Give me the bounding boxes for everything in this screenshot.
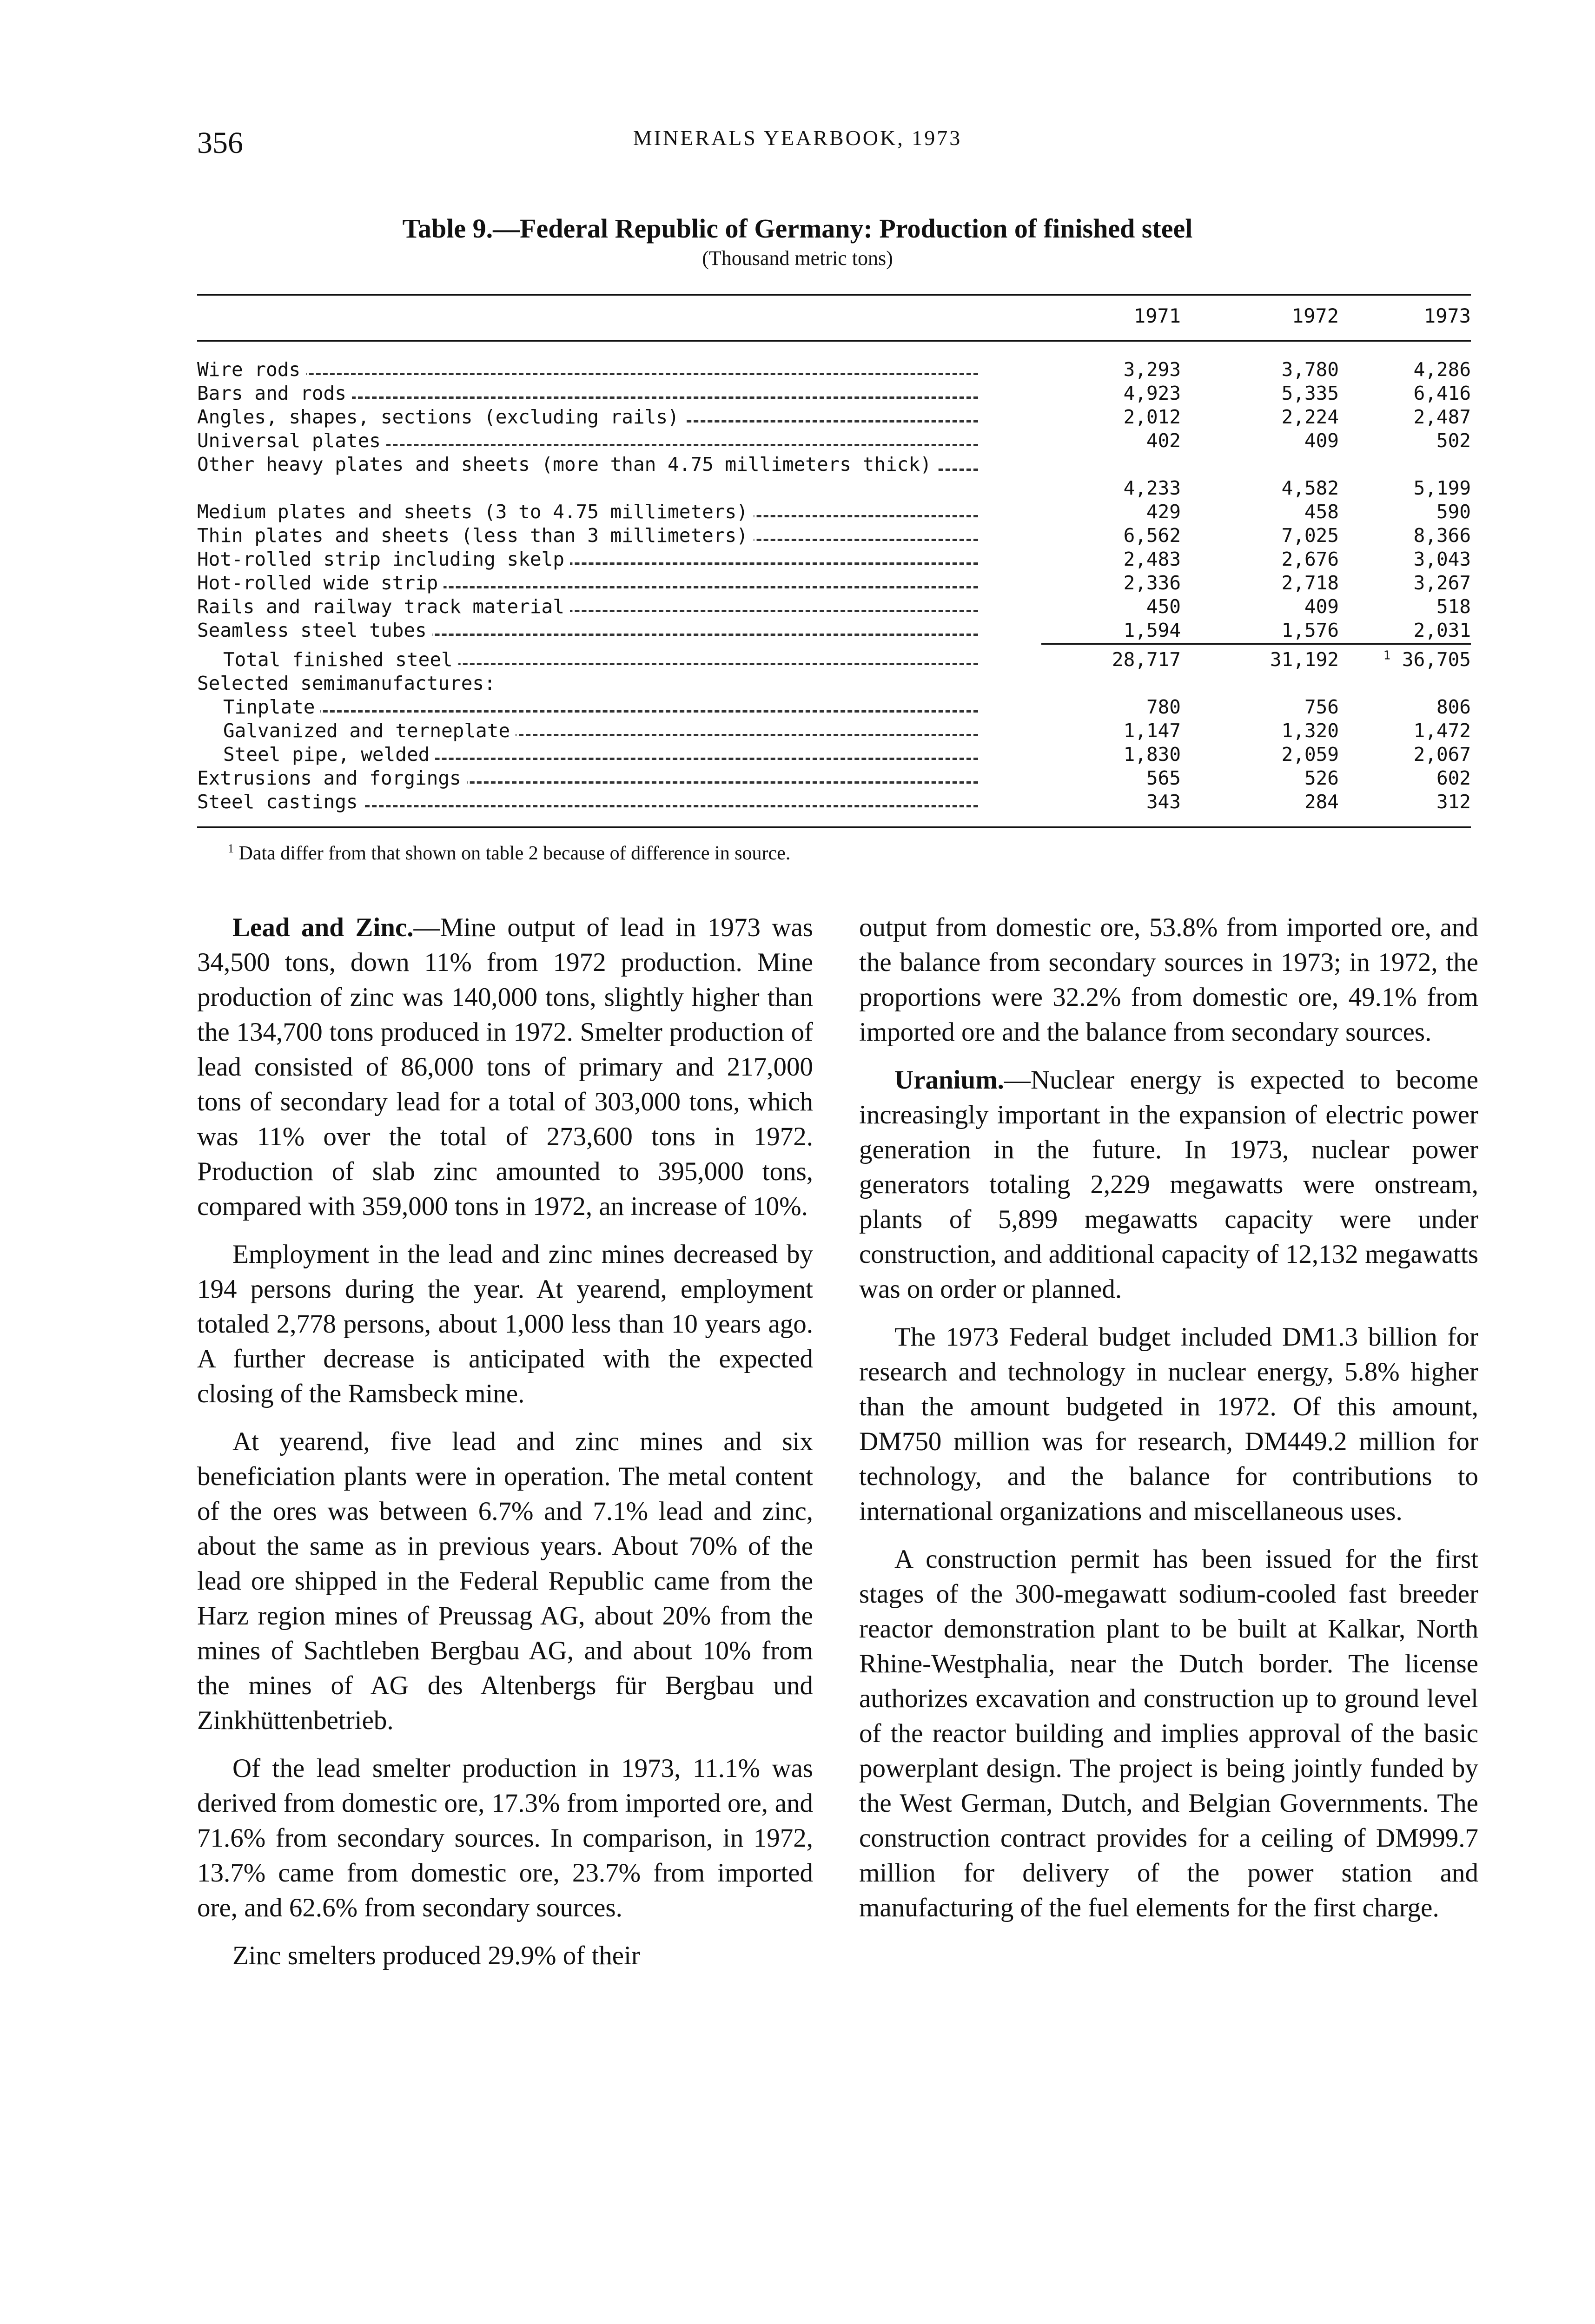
row-label: Tinplate <box>197 696 320 718</box>
column-header-rule <box>197 340 1471 342</box>
cell-1971: 402 <box>1146 429 1181 452</box>
paragraph: Lead and Zinc.—Mine output of lead in 1973 was 34,500 tons, down 11% from 1972 production. Mine production of zinc was 140,000 tons, slightly higher than the 134,700 tons produced in 1972. Smelter production of lead consisted of 86,000 tons of primary and 217,000 tons of secondary lead for a total of 303,000 tons, which was 11% over the total of 273,600 tons in 1972. Production of slab zinc amounted to 395,000 tons, compared with 359,000 tons in 1972, an increase of 10%. <box>197 913 813 1221</box>
cell-1972: 458 <box>1304 501 1339 523</box>
cell-1972: 1,320 <box>1281 720 1339 742</box>
column-header-1973: 1973 <box>1423 304 1471 327</box>
footnote-mark: 1 <box>228 842 234 855</box>
table-row <box>197 548 1471 571</box>
row-label: Wire rods <box>197 358 306 381</box>
paragraph: The 1973 Federal budget included DM1.3 billion for research and technology in nuclear energy, 5.8% higher than the amount budgeted in 1972. Of this amount, DM750 million was for research, DM449.2 million for technology, and the balance for contributions to international organizations and miscellaneous uses. <box>859 1322 1478 1526</box>
paragraph: Employment in the lead and zinc mines decreased by 194 persons during the year. At yearend, employment totaled 2,778 persons, about 1,000 less than 10 years ago. A further decrease is anticipated with the expected closing of the Ramsbeck mine. <box>197 1240 813 1408</box>
cell-1971: 3,293 <box>1123 358 1181 381</box>
cell-1973: 6,416 <box>1413 382 1471 404</box>
table-top-rule <box>197 294 1471 296</box>
row-label: Angles, shapes, sections (excluding rails) <box>197 406 685 428</box>
cell-1971: 1,830 <box>1123 743 1181 766</box>
cell-1973: 2,067 <box>1413 743 1471 766</box>
text-column-left <box>197 910 813 1986</box>
row-label: Medium plates and sheets (3 to 4.75 millimeters) <box>197 501 754 523</box>
cell-1972: 2,059 <box>1281 743 1339 766</box>
cell-1973: 2,487 <box>1413 406 1471 428</box>
cell-1972: 284 <box>1304 791 1339 813</box>
row-label: Total finished steel <box>197 648 458 671</box>
table-row <box>197 595 1471 619</box>
cell-1971: 6,562 <box>1123 524 1181 547</box>
row-label: Other heavy plates and sheets (more than 4.75 millimeters thick) <box>197 453 937 475</box>
cell-1972: 7,025 <box>1281 524 1339 547</box>
paragraph: Zinc smelters produced 29.9% of their <box>232 1941 640 1970</box>
column-header-1971: 1971 <box>1133 304 1181 327</box>
text-column-right <box>859 910 1478 1938</box>
cell-1971: 2,336 <box>1123 572 1181 594</box>
table-row <box>197 790 1471 814</box>
footnote-text: Data differ from that shown on table 2 because of difference in source. <box>238 843 791 864</box>
row-label: Extrusions and forgings <box>197 767 467 789</box>
table-row <box>197 453 1471 500</box>
cell-1973: 590 <box>1436 501 1471 523</box>
table-subtitle: (Thousand metric tons) <box>702 247 893 270</box>
cell-1971: 343 <box>1146 791 1181 813</box>
cell-1972: 2,676 <box>1281 548 1339 570</box>
row-label: Universal plates <box>197 429 386 452</box>
paragraph: output from domestic ore, 53.8% from imported ore, and the balance from secondary sources in 1973; in 1972, the proportions were 32.2% from domestic ore, 49.1% from imported ore and the balance from secondary sources. <box>859 913 1478 1047</box>
cell-1971: 780 <box>1146 696 1181 718</box>
table-row <box>197 695 1471 719</box>
total-1973-value: 36,705 <box>1402 648 1471 671</box>
cell-1971: 1,594 <box>1123 619 1181 641</box>
cell-1973: 602 <box>1436 767 1471 789</box>
table-body <box>197 358 1471 814</box>
cell-1971: 450 <box>1146 595 1181 618</box>
cell-1972: 409 <box>1304 595 1339 618</box>
table-row <box>197 571 1471 595</box>
cell-1973: 2,031 <box>1413 619 1471 641</box>
section-heading: Lead and Zinc. <box>232 913 414 942</box>
cell-1973: 5,199 <box>1413 477 1471 499</box>
cell-1973: 518 <box>1436 595 1471 618</box>
cell-1972: 1,576 <box>1281 619 1339 641</box>
table-row <box>197 358 1471 382</box>
table-row <box>197 766 1471 790</box>
table-row <box>197 382 1471 405</box>
cell-1973: 3,043 <box>1413 548 1471 570</box>
cell-1971: 4,923 <box>1123 382 1181 404</box>
row-label: Galvanized and terneplate <box>197 720 516 742</box>
cell-1973: 8,366 <box>1413 524 1471 547</box>
row-label: Hot-rolled strip including skelp <box>197 548 570 570</box>
table-row <box>197 405 1471 429</box>
cell-1971: 2,483 <box>1123 548 1181 570</box>
cell-1971: 429 <box>1146 501 1181 523</box>
row-label: Seamless steel tubes <box>197 619 432 641</box>
row-label: Rails and railway track material <box>197 595 570 618</box>
table-bottom-rule <box>197 826 1471 828</box>
footnote-mark: 1 <box>1383 648 1391 663</box>
cell-1972: 3,780 <box>1281 358 1339 381</box>
subtotal-rule <box>1041 643 1471 645</box>
cell-1973: 3,267 <box>1413 572 1471 594</box>
row-label: Thin plates and sheets (less than 3 millimeters) <box>197 524 754 547</box>
cell-1973: 4,286 <box>1413 358 1471 381</box>
cell-1972: 409 <box>1304 429 1339 452</box>
table-total-row <box>197 648 1471 672</box>
table-row <box>197 500 1471 524</box>
paragraph: Uranium.—Nuclear energy is expected to become increasingly important in the expansion of electric power generation in the future. In 1973, nuclear power generators totaling 2,229 megawatts were onstream, plants of 5,899 megawatts capacity were under construction, and additional capacity of 12,132 megawatts was on order or planned. <box>859 1065 1478 1304</box>
paragraph: At yearend, five lead and zinc mines and six beneficiation plants were in operation. The metal content of the ores was between 6.7% and 7.1% lead and zinc, about the same as in previous years. About 70% of the lead ore shipped in the Federal Republic came from the Harz region mines of Preussag AG, about 20% from the mines of Sachtleben Bergbau AG, and about 10% from the mines of AG des Altenbergs für Bergbau und Zinkhüttenbetrieb. <box>197 1427 813 1735</box>
table-title: Table 9.—Federal Republic of Germany: Production of finished steel <box>402 213 1193 244</box>
row-label: Steel castings <box>197 791 364 813</box>
cell-1971: 4,233 <box>1123 477 1181 499</box>
table-row <box>197 524 1471 548</box>
cell-1973: 1,472 <box>1413 720 1471 742</box>
row-label: Steel pipe, welded <box>197 743 435 766</box>
table-row <box>197 619 1471 642</box>
cell-1973 <box>1350 648 1471 672</box>
cell-1972: 31,192 <box>1270 648 1339 671</box>
cell-1971: 565 <box>1146 767 1181 789</box>
cell-1971: 1,147 <box>1123 720 1181 742</box>
paragraph: Of the lead smelter production in 1973, 11.1% was derived from domestic ore, 17.3% from imported ore, and 71.6% from secondary sources. In comparison, in 1972, 13.7% came from domestic ore, 23.7% from imported ore, and 62.6% from secondary sources. <box>197 1754 813 1922</box>
section-heading: Uranium. <box>894 1065 1004 1095</box>
cell-1972: 756 <box>1304 696 1339 718</box>
table-row <box>197 743 1471 766</box>
cell-1972: 2,718 <box>1281 572 1339 594</box>
cell-1972: 2,224 <box>1281 406 1339 428</box>
running-title: MINERALS YEARBOOK, 1973 <box>633 126 962 150</box>
row-label: Bars and rods <box>197 382 352 404</box>
table-row <box>197 719 1471 743</box>
cell-1972: 5,335 <box>1281 382 1339 404</box>
cell-1972: 526 <box>1304 767 1339 789</box>
cell-1973: 502 <box>1436 429 1471 452</box>
cell-1971: 2,012 <box>1123 406 1181 428</box>
table-row <box>197 429 1471 453</box>
table-footnote <box>228 842 790 865</box>
cell-1973: 806 <box>1436 696 1471 718</box>
column-header-1972: 1972 <box>1291 304 1339 327</box>
paragraph: A construction permit has been issued for the first stages of the 300-megawatt sodium-cooled fast breeder reactor demonstration plant to be built at Kalkar, North Rhine-Westphalia, near the Dutch border. The license authorizes excavation and construction up to ground level of the reactor building and implies approval of the basic powerplant design. The project is being jointly funded by the West German, Dutch, and Belgian Governments. The construction contract provides for a ceiling of DM999.7 million for delivery of the power station and manufacturing of the fuel elements for the first charge. <box>859 1545 1478 1922</box>
section-label: Selected semimanufactures: <box>197 672 501 694</box>
cell-1973: 312 <box>1436 791 1471 813</box>
cell-1971: 28,717 <box>1112 648 1181 671</box>
row-label: Hot-rolled wide strip <box>197 572 443 594</box>
cell-1972: 4,582 <box>1281 477 1339 499</box>
table-section-label <box>197 672 1471 695</box>
page-number: 356 <box>197 126 243 160</box>
